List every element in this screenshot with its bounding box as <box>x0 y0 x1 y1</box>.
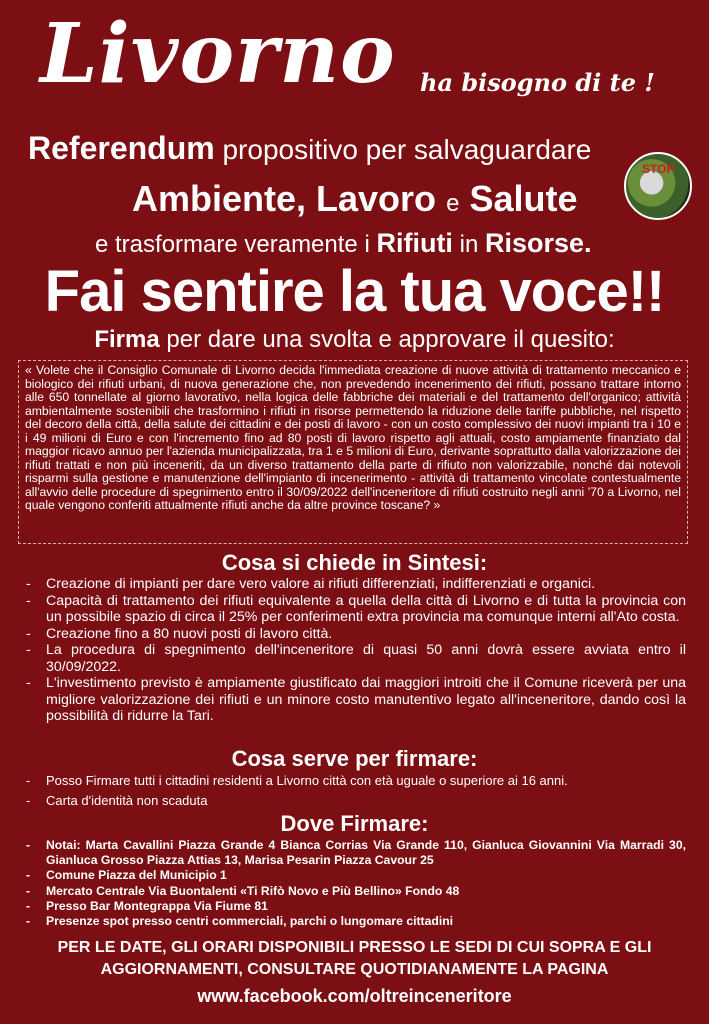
list-item: - Capacità di trattamento dei rifiuti equivalente a quella della città di Livorno e di tutta la provincia con un possibile spazio di circa il 25% per conferimenti extra provincia ma comunque interni all'Ato costa. <box>22 593 686 626</box>
list-item: - Comune Piazza del Municipio 1 <box>22 868 686 883</box>
list-item: - Presso Bar Montegrappa Via Fiume 81 <box>22 899 686 914</box>
facebook-link[interactable]: www.facebook.com/oltreinceneritore <box>197 986 512 1006</box>
list-item: - Notai: Marta Cavallini Piazza Grande 4 Bianca Corrias Via Grande 110, Gianluca Giovannini Via Marradi 30, Gianluca Grosso Piazza Attias 13, Marisa Pesarin Piazza Cavour 25 <box>22 838 686 868</box>
footer-notice <box>0 937 709 981</box>
transform-risorse: Risorse. <box>484 228 592 258</box>
stop-logo <box>624 152 692 220</box>
referendum-line <box>28 130 591 167</box>
firma-line <box>0 326 709 354</box>
list-item: - Mercato Centrale Via Buontalenti «Ti Rifò Novo e Più Bellino» Fondo 48 <box>22 884 686 899</box>
values-line <box>132 178 578 220</box>
transform-line <box>95 228 592 259</box>
flyer-subtitle: ha bisogno di te ! <box>420 68 655 97</box>
firma-rest: per dare una svolta e approvare il quesito: <box>166 326 615 353</box>
firmare-list <box>22 773 686 809</box>
list-item: - Creazione di impianti per dare vero valore ai rifiuti differenziati, indifferenziati e organici. <box>22 576 686 593</box>
footer-line-1: PER LE DATE, GLI ORARI DISPONIBILI PRESSO LE SEDI DI CUI SOPRA E GLI <box>57 939 652 956</box>
list-item: - Posso Firmare tutti i cittadini residenti a Livorno città con età uguale o superiore ai 16 anni. <box>22 773 686 789</box>
sintesi-title: Cosa si chiede in Sintesi: <box>221 550 488 575</box>
list-item: - Creazione fino a 80 nuovi posti di lavoro città. <box>22 626 686 643</box>
transform-rifiuti: Rifiuti <box>376 228 453 258</box>
flyer-title: Livorno <box>40 6 396 102</box>
values-part-b: Salute <box>469 178 578 219</box>
dove-title: Dove Firmare: <box>280 811 429 836</box>
list-item: - L'investimento previsto è ampiamente giustificato dai maggiori introiti che il Comune riceverà per una migliore valorizzazione dei rifiuti e un minore costo manutentivo legato all'inceneritore, dando così la possibilità di ridurre la Tari. <box>22 675 686 725</box>
list-item: - La procedura di spegnimento dell'inceneritore di quasi 50 anni dovrà essere avviata entro il 30/09/2022. <box>22 642 686 675</box>
values-conjunction: e <box>446 190 460 217</box>
transform-in: in <box>459 231 479 258</box>
headline: Fai sentire la tua voce!! <box>44 259 665 324</box>
referendum-rest: propositivo per salvaguardare <box>222 134 592 165</box>
list-item: - Presenze spot presso centri commerciali, parchi o lungomare cittadini <box>22 914 686 929</box>
list-item: - Carta d'identità non scaduta <box>22 793 686 809</box>
sintesi-list <box>22 576 686 725</box>
transform-pre: e trasformare veramente i <box>95 231 370 258</box>
footer-line-2: AGGIORNAMENTI, CONSULTARE QUOTIDIANAMENTE LA PAGINA <box>100 961 609 978</box>
logo-text: STOP <box>642 162 675 176</box>
dove-list <box>22 838 686 929</box>
firma-word: Firma <box>94 326 160 353</box>
referendum-question: « Volete che il Consiglio Comunale di Livorno decida l'immediata creazione di nuove attività di trattamento meccanico e biologico dei rifiuti urbani, di nuova generazione che, non prevedendo incenerimento dei rifiuti, possano trattare intorno alle 650 tonnellate al giorno lavorativo, nella logica delle fabbriche dei materiali e del trattamento dell'organico; attività ambientalmente sostenibili che trasformino i rifiuti in risorse permettendo la riduzione delle tariffe pubbliche, nel rispetto del decoro della città, della salute dei cittadini e dei posti di lavoro - con un costo complessivo dei nuovi impianti tra i 10 e i 49 milioni di Euro e con l'incremento fino ad 80 posti di lavoro rispetto agli attuali, costo ampiamente finanziato dal maggior ricavo annuo per l'azienda municipalizzata, tra 1 e 5 milioni di Euro, derivante soprattutto dalla valorizzazione dei rifiuti trattati e non più inceneriti, da un diverso trattamento della parte di rifiuto non valorizzabile, nonché dai notevoli risparmi sulla gestione e manutenzione dell'impianto di incenerimento - attività di trattamento vincolate contestualmente all'avvio delle procedure di spegnimento entro il 30/09/2022 dell'inceneritore di rifiuti costruito negli anni '70 a Livorno, nel quale vengono conferiti attualmente rifiuti anche da altre province toscane? » <box>18 360 688 544</box>
values-part-a: Ambiente, Lavoro <box>132 178 437 219</box>
firmare-title: Cosa serve per firmare: <box>231 746 478 771</box>
referendum-word: Referendum <box>28 130 215 166</box>
